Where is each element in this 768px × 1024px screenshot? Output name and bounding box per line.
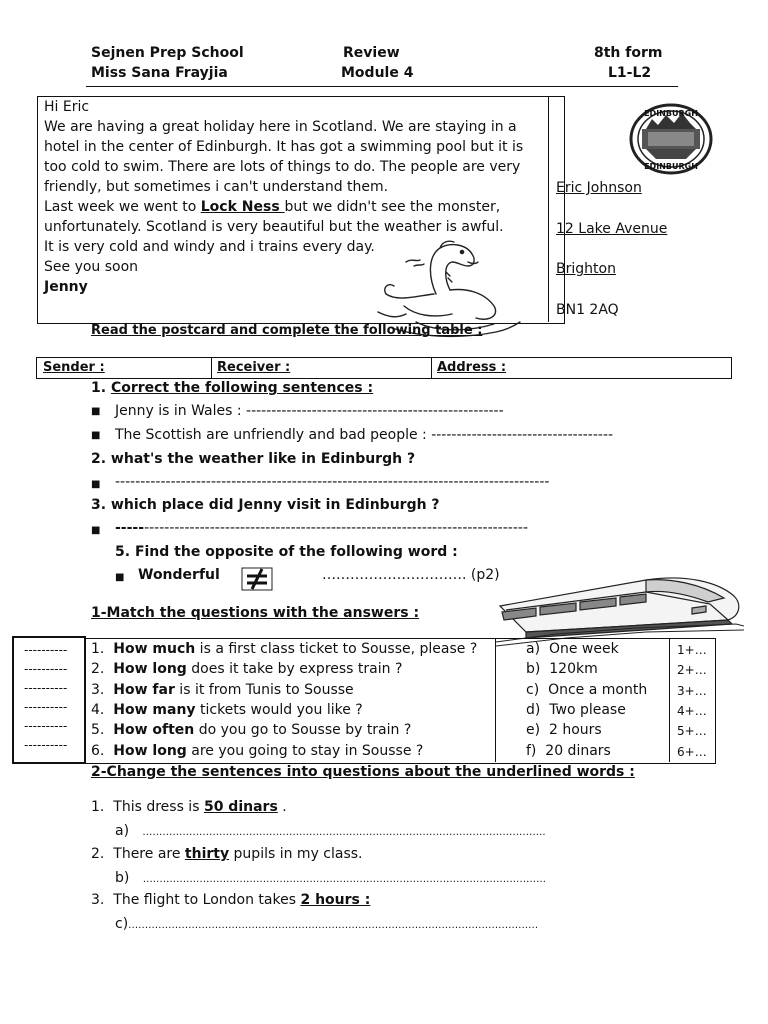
question-keyword: How long <box>113 743 187 759</box>
question-keyword: How far <box>113 682 175 698</box>
match-answer <box>526 702 626 718</box>
form-label: 8th form <box>594 45 663 61</box>
q1-item-2[interactable]: The Scottish are unfriendly and bad people : ------------------------------------ <box>115 427 614 443</box>
item-number: 2. <box>91 846 105 862</box>
answer-text: Two please <box>549 702 626 718</box>
answer-text: 120km <box>549 661 598 677</box>
not-equal-icon <box>240 566 274 592</box>
q3-answer-rest: ---------------------------------------------------------------------------- <box>144 520 528 536</box>
bullet-icon: ■ <box>91 406 101 417</box>
answer-letter: b) <box>115 870 130 886</box>
postcard-text: Last week we went to <box>44 199 197 215</box>
question-text: do you go to Sousse by train ? <box>194 722 412 738</box>
q5-heading <box>115 544 458 560</box>
match-column-divider <box>669 638 670 762</box>
worksheet-title: Review <box>343 45 400 61</box>
receiver-label: Receiver : <box>217 360 291 375</box>
pair-blank[interactable]: 5+… <box>677 724 707 738</box>
postcard-line <box>44 197 544 217</box>
match-column-divider <box>495 638 496 762</box>
answer-dots: …………………………………………………………………………………………………………… <box>128 920 539 931</box>
header-rule <box>86 86 678 87</box>
pair-blank[interactable]: 4+… <box>677 704 707 718</box>
item-text: There are <box>113 846 185 862</box>
change-title: 2-Change the sentences into questions about the underlined words : <box>91 764 635 780</box>
teacher-name: Miss Sana Frayjia <box>91 65 228 81</box>
answer-blank[interactable]: ---------- <box>24 719 68 733</box>
match-question <box>91 661 402 677</box>
q3-heading: 3. which place did Jenny visit in Edinburgh ? <box>91 497 440 513</box>
answer-blank[interactable]: ---------- <box>24 738 68 752</box>
question-number: 6. <box>91 743 105 759</box>
item-number: 3. <box>91 892 105 908</box>
sender-label: Sender : <box>43 360 105 375</box>
question-text: tickets would you like ? <box>195 702 363 718</box>
change-item <box>91 799 287 815</box>
underlined-word: thirty <box>184 846 230 862</box>
answer-letter: b) <box>526 661 541 677</box>
task-read-postcard: Read the postcard and complete the following table : <box>91 323 483 338</box>
match-question <box>91 641 477 657</box>
postcard-line: too cold to swim. There are lots of things to do. The people are very <box>44 159 521 175</box>
answer-blank[interactable]: ---------- <box>24 662 68 676</box>
address-postcode: BN1 2AQ <box>556 302 619 318</box>
school-name: Sejnen Prep School <box>91 45 244 61</box>
postcard-line: See you soon <box>44 259 139 275</box>
change-answer[interactable] <box>115 870 546 886</box>
question-keyword: How many <box>113 702 196 718</box>
question-number: 2. <box>91 661 105 677</box>
answer-letter: c) <box>526 682 540 698</box>
q5-title: Find the opposite of the following word : <box>134 544 458 560</box>
answer-letter: a) <box>526 641 541 657</box>
postcard-line: hotel in the center of Edinburgh. It has got a swimming pool but it is <box>44 139 524 155</box>
place-lock-ness: Lock Ness <box>200 199 285 215</box>
question-number: 4. <box>91 702 105 718</box>
info-table <box>36 357 732 379</box>
item-text: This dress is <box>113 799 204 815</box>
q3-answer-start: ----- <box>115 520 145 536</box>
answer-letter: d) <box>526 702 541 718</box>
match-question <box>91 743 423 759</box>
match-title: 1-Match the questions with the answers : <box>91 605 420 621</box>
postcard-text: but we didn't see the monster, <box>284 199 501 215</box>
postcard-line: unfortunately. Scotland is very beautiful but the weather is awful. <box>44 219 504 235</box>
address-label: Address : <box>437 360 507 375</box>
address-city: Brighton <box>556 261 616 277</box>
address-name: Eric Johnson <box>556 180 642 196</box>
match-answer <box>526 682 647 698</box>
address-street: 12 Lake Avenue <box>556 221 668 237</box>
question-number: 1. <box>91 641 105 657</box>
answer-blank[interactable]: ---------- <box>24 643 68 657</box>
receiver-cell[interactable] <box>211 358 432 378</box>
question-keyword: How long <box>113 661 187 677</box>
postcard-signature: Jenny <box>44 279 88 295</box>
answer-letter: f) <box>526 743 537 759</box>
postcard-line: We are having a great holiday here in Scotland. We are staying in a <box>44 119 517 135</box>
match-answer <box>526 661 598 677</box>
q5-answer-blank[interactable]: …………………………. (p2) <box>322 567 500 583</box>
postcard-line: It is very cold and windy and i trains every day. <box>44 239 375 255</box>
question-text: does it take by express train ? <box>186 661 403 677</box>
lessons-label: L1-L2 <box>608 65 652 81</box>
answer-text: Once a month <box>548 682 648 698</box>
edinburgh-stamp-image <box>628 101 714 177</box>
change-item <box>91 846 363 862</box>
q2-answer-line[interactable]: -------------------------------------------------------------------------------------- <box>115 474 550 490</box>
match-question <box>91 682 354 698</box>
q1-heading <box>91 380 373 396</box>
match-question <box>91 722 411 738</box>
bullet-icon: ■ <box>115 572 125 583</box>
question-text: is a first class ticket to Sousse, please ? <box>195 641 478 657</box>
answer-text: 2 hours <box>548 722 602 738</box>
q1-number: 1. <box>91 380 107 396</box>
match-answer <box>526 743 611 759</box>
question-keyword: How often <box>113 722 195 738</box>
match-answer <box>526 641 619 657</box>
stamp-text-bottom: EDINBURGH <box>644 162 698 171</box>
question-number: 5. <box>91 722 105 738</box>
q5-word: Wonderful <box>138 567 220 583</box>
answer-dots: …………………………………………………………………………………………………………. <box>142 874 546 885</box>
match-question <box>91 702 363 718</box>
question-text: is it from Tunis to Sousse <box>174 682 354 698</box>
postcard-line: Hi Eric <box>44 99 90 115</box>
stamp-text: EDINBURGH <box>644 109 698 118</box>
change-item <box>91 892 370 908</box>
answer-text: 20 dinars <box>545 743 611 759</box>
train-image <box>496 566 744 648</box>
module-label: Module 4 <box>341 65 414 81</box>
pair-blank[interactable]: 6+… <box>677 745 707 759</box>
change-answer[interactable] <box>115 823 546 839</box>
postcard-line: friendly, but sometimes i can't understand them. <box>44 179 389 195</box>
item-text: The flight to London takes <box>113 892 301 908</box>
item-text: . <box>277 799 287 815</box>
sender-cell[interactable] <box>37 358 212 378</box>
pair-blank[interactable]: 2+… <box>677 663 707 677</box>
q2-heading: 2. what's the weather like in Edinburgh ? <box>91 451 416 467</box>
question-keyword: How much <box>113 641 196 657</box>
answer-blank[interactable]: ---------- <box>24 700 68 714</box>
bullet-icon: ■ <box>91 430 101 441</box>
q5-number: 5. <box>115 544 131 560</box>
question-text: are you going to stay in Sousse ? <box>186 743 424 759</box>
pair-blank[interactable]: 3+… <box>677 684 707 698</box>
underlined-word: 50 dinars <box>203 799 278 815</box>
pair-blank[interactable]: 1+… <box>677 643 707 657</box>
question-number: 3. <box>91 682 105 698</box>
answer-letter: a) <box>115 823 130 839</box>
answer-letter: c) <box>115 916 129 932</box>
answer-blank[interactable]: ---------- <box>24 681 68 695</box>
answer-dots: …………………………………………………………………………………………………………. <box>142 827 546 838</box>
change-answer[interactable] <box>115 916 538 932</box>
q1-item-1[interactable]: Jenny is in Wales : --------------------------------------------------- <box>115 403 504 419</box>
bullet-icon: ■ <box>91 525 101 536</box>
q1-title: Correct the following sentences : <box>110 380 374 396</box>
q3-answer-line[interactable] <box>115 520 528 536</box>
answer-letter: e) <box>526 722 541 738</box>
postcard-divider <box>548 96 549 322</box>
match-answer <box>526 722 602 738</box>
item-text: pupils in my class. <box>229 846 363 862</box>
address-cell[interactable] <box>431 358 729 378</box>
item-number: 1. <box>91 799 105 815</box>
answer-text: One week <box>548 641 619 657</box>
bullet-icon: ■ <box>91 479 101 490</box>
underlined-word: 2 hours : <box>300 892 371 908</box>
